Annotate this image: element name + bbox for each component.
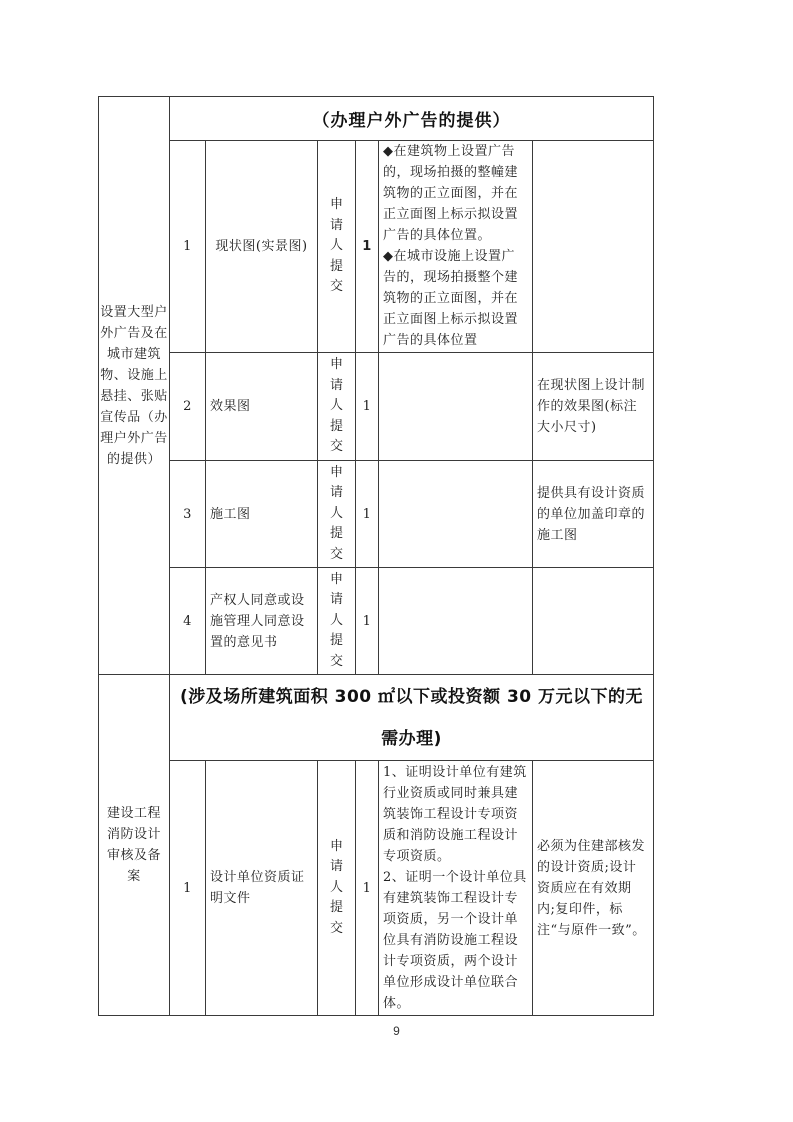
material-name-text: 效果图: [210, 399, 251, 414]
requirement: [378, 460, 533, 568]
source-text: 申请人提交: [329, 838, 343, 936]
requirement-text: ◆在城市设施上设置广告的，现场拍摄整个建筑物的正立面图，并在正立面图上标示拟设置广告的具体位置: [383, 249, 519, 348]
note: [532, 460, 654, 568]
row-number-text: 1: [183, 239, 192, 254]
section-header: [169, 96, 654, 141]
copies: [355, 567, 379, 675]
row-number-text: 4: [183, 613, 192, 629]
source: [317, 567, 356, 675]
material-name: [205, 760, 318, 1016]
material-name-text: 产权人同意或设施管理人同意设置的意见书: [210, 592, 305, 650]
copies-text: 1: [362, 613, 372, 629]
material-name-text: 设计单位资质证明文件: [210, 870, 305, 906]
requirement-text: 1、证明设计单位有建筑行业资质或同时兼具建筑装饰工程设计专项资质和消防设施工程设计专项资质。: [383, 765, 527, 864]
requirement-text: 2、证明一个设计单位具有建筑装饰工程设计专项资质，另一个设计单位具有消防设施工程设计专项资质，两个设计单位形成设计单位联合体。: [383, 870, 527, 1011]
source-text: 申请人提交: [329, 571, 343, 669]
requirement: [378, 567, 533, 675]
category-cell: [98, 96, 170, 675]
row-number: [169, 760, 206, 1016]
row-number-text: 3: [183, 506, 192, 522]
copies-text: 1: [362, 399, 372, 414]
note: [532, 760, 654, 1016]
section-header-text: (涉及场所建筑面积 300 ㎡以下或投资额 30 万元以下的无: [179, 686, 644, 707]
note: [532, 352, 654, 461]
row-number-text: 1: [183, 880, 192, 896]
copies: [355, 460, 379, 568]
row-number: [169, 140, 206, 353]
source-text: 申请人提交: [329, 464, 343, 562]
category-cell: [98, 674, 170, 1016]
requirement: [378, 140, 533, 353]
copies-text: 1: [362, 506, 372, 522]
source: [317, 140, 356, 353]
source: [317, 760, 356, 1016]
category-text: 设置大型户外广告及在城市建筑物、设施上悬挂、张贴宣传品（办理户外广告的提供）: [100, 304, 168, 467]
material-name: [205, 567, 318, 675]
source-text: 申请人提交: [329, 357, 343, 455]
note-text: 在现状图上设计制作的效果图(标注大小尺寸): [537, 378, 646, 435]
note-text: 提供具有设计资质的单位加盖印章的施工图: [537, 485, 646, 543]
copies: [355, 140, 379, 353]
material-name-text: 现状图(实景图): [215, 239, 308, 254]
section-header: [169, 674, 654, 761]
requirement: [378, 352, 533, 461]
requirement: [378, 760, 533, 1016]
row-number: [169, 567, 206, 675]
source: [317, 352, 356, 461]
row-number-text: 2: [183, 399, 192, 414]
material-name-text: 施工图: [210, 506, 251, 522]
source-text: 申请人提交: [329, 197, 343, 295]
section-header-text: 需办理): [381, 728, 442, 749]
category-text: 建设工程消防设计审核及备案: [107, 806, 162, 884]
row-number: [169, 460, 206, 568]
note: [532, 140, 654, 353]
material-name: [205, 140, 318, 353]
material-name: [205, 352, 318, 461]
row-number: [169, 352, 206, 461]
source: [317, 460, 356, 568]
copies-text: 1: [362, 880, 372, 896]
page-number: 9: [393, 1024, 400, 1038]
copies: [355, 760, 379, 1016]
note-text: 必须为住建部核发的设计资质;设计资质应在有效期内;复印件，标注“与原件一致”。: [537, 838, 646, 938]
requirement-text: ◆在建筑物上设置广告的，现场拍摄的整幢建筑物的正立面图，并在正立面图上标示拟设置广告的具体位置。: [383, 144, 519, 243]
material-name: [205, 460, 318, 568]
note: [532, 567, 654, 675]
section-header-text: （办理户外广告的提供）: [312, 111, 511, 131]
copies: [355, 352, 379, 461]
copies-text: 1: [362, 239, 372, 254]
